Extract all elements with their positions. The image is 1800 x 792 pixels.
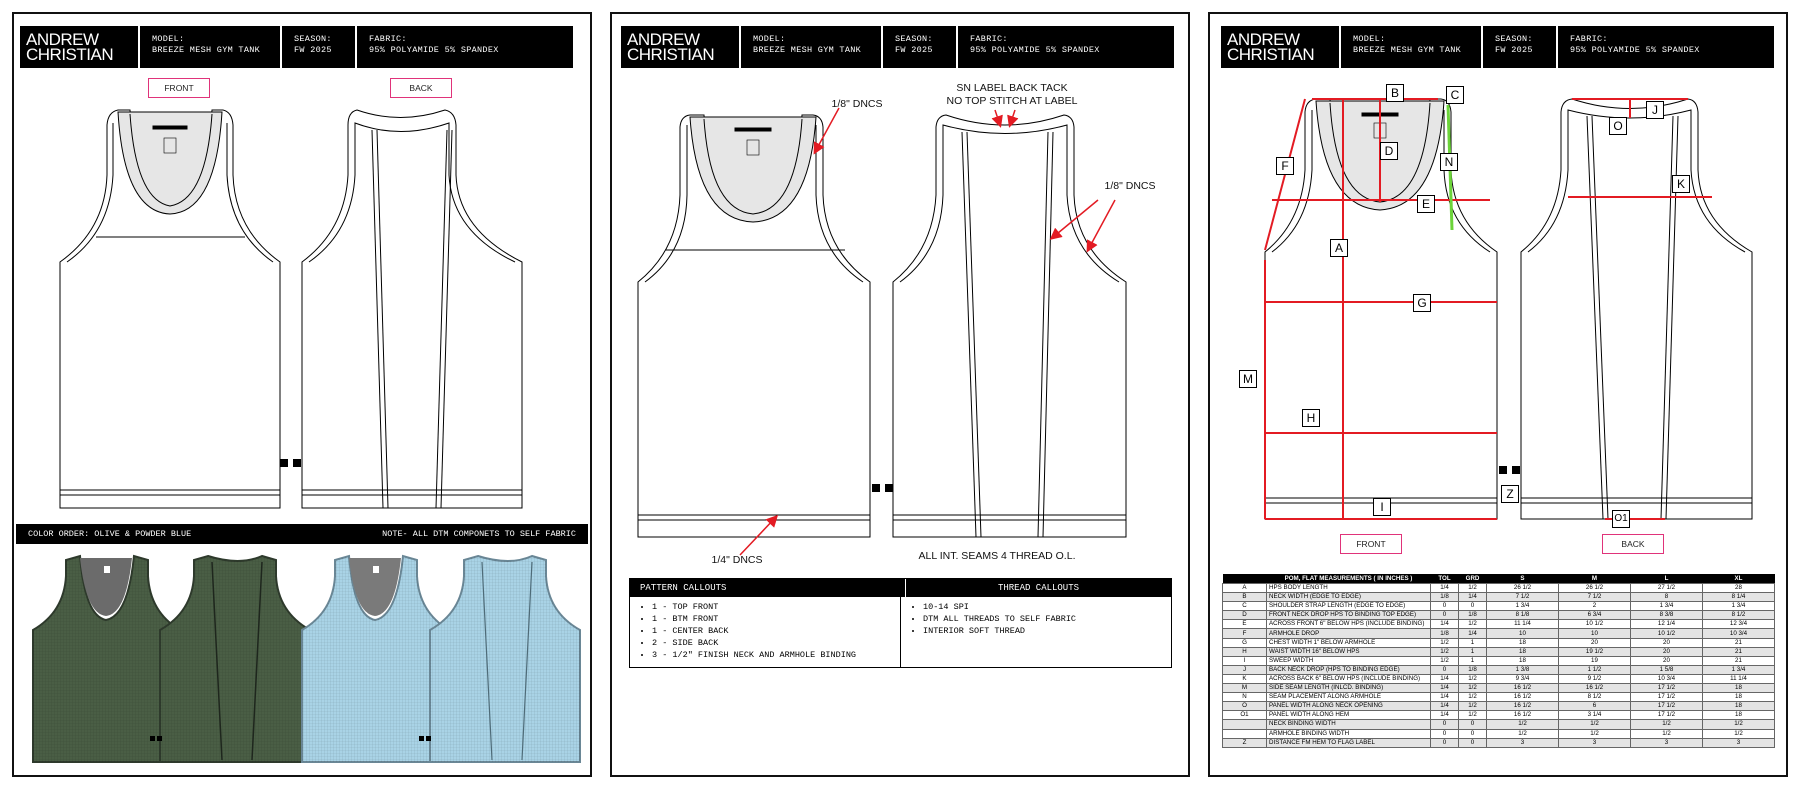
table-cell-description: SWEEP WIDTH: [1267, 656, 1431, 665]
table-cell: 3: [1487, 738, 1559, 747]
construction-front-sketch: [638, 115, 870, 537]
table-cell: 1/4: [1431, 584, 1459, 593]
table-cell-description: PANEL WIDTH ALONG HEM: [1267, 711, 1431, 720]
table-cell: 1: [1459, 638, 1487, 647]
table-cell: 1/2: [1459, 693, 1487, 702]
measure-label-O: O: [1609, 117, 1627, 135]
table-cell: 8 3/8: [1631, 611, 1703, 620]
table-cell: 6: [1559, 702, 1631, 711]
table-cell-description: DISTANCE FM HEM TO FLAG LABEL: [1267, 738, 1431, 747]
table-cell: 27 1/2: [1631, 584, 1703, 593]
fabric-cell: FABRIC: 95% POLYAMIDE 5% SPANDEX: [1570, 34, 1700, 55]
blue-back-colorway: [430, 556, 580, 762]
measure-label-E: E: [1417, 195, 1435, 213]
table-cell: 1 3/4: [1703, 665, 1775, 674]
table-cell: 16 1/2: [1487, 711, 1559, 720]
table-cell-description: BACK NECK DROP (HPS TO BINDING EDGE): [1267, 665, 1431, 674]
model-cell: MODEL: BREEZE MESH GYM TANK: [140, 26, 282, 68]
table-cell: 17 1/2: [1631, 702, 1703, 711]
table-cell: 8 1/8: [1487, 611, 1559, 620]
table-cell: 1/8: [1459, 611, 1487, 620]
brand-logo: ANDREW CHRISTIAN: [20, 26, 140, 68]
table-cell: B: [1223, 593, 1267, 602]
table-cell: 3: [1703, 738, 1775, 747]
table-cell: 1/2: [1459, 584, 1487, 593]
table-cell: 19 1/2: [1559, 647, 1631, 656]
table-cell: 8: [1631, 593, 1703, 602]
table-cell: 1/2: [1431, 647, 1459, 656]
table-cell: 12 1/4: [1631, 620, 1703, 629]
table-cell: 16 1/2: [1487, 702, 1559, 711]
table-cell: 0: [1459, 729, 1487, 738]
table-cell: O1: [1223, 711, 1267, 720]
table-cell: E: [1223, 620, 1267, 629]
dtm-note: NOTE- ALL DTM COMPONETS TO SELF FABRIC: [382, 529, 576, 539]
table-cell: 8 1/4: [1703, 593, 1775, 602]
table-cell: 1 3/4: [1631, 602, 1703, 611]
table-cell: N: [1223, 693, 1267, 702]
table-cell: 16 1/2: [1487, 693, 1559, 702]
table-cell: 1/2: [1703, 720, 1775, 729]
list-item: • INTERIOR SOFT THREAD: [923, 625, 1163, 637]
table-row: [1223, 693, 1775, 702]
table-cell: 0: [1431, 611, 1459, 620]
table-cell: Z: [1223, 738, 1267, 747]
table-cell: 1/2: [1559, 729, 1631, 738]
table-cell: 10 1/2: [1559, 620, 1631, 629]
table-row: [1223, 711, 1775, 720]
table-cell: 21: [1703, 638, 1775, 647]
table-cell-description: SHOULDER STRAP LENGTH (EDGE TO EDGE): [1267, 602, 1431, 611]
front-label: FRONT: [1340, 534, 1402, 554]
back-tank-sketch: [302, 110, 522, 508]
neck-dncs-callout: 1/8" DNCS: [831, 98, 883, 110]
table-row: [1223, 729, 1775, 738]
table-cell: 2: [1559, 602, 1631, 611]
table-row: [1223, 656, 1775, 665]
armhole-dncs-callout: 1/8" DNCS: [1104, 180, 1156, 192]
table-cell-description: NECK WIDTH (EDGE TO EDGE): [1267, 593, 1431, 602]
table-cell: 1/4: [1431, 620, 1459, 629]
table-row: [1223, 629, 1775, 638]
measurement-back-sketch: [1521, 99, 1752, 519]
table-cell: 12 3/4: [1703, 620, 1775, 629]
table-cell: 1/4: [1431, 684, 1459, 693]
table-cell: 1/2: [1487, 729, 1559, 738]
table-cell-description: CHEST WIDTH 1" BELOW ARMHOLE: [1267, 638, 1431, 647]
pattern-callouts-head: PATTERN CALLOUTS: [640, 583, 727, 593]
table-cell: 1 5/8: [1631, 665, 1703, 674]
measure-label-M: M: [1239, 370, 1257, 388]
table-cell: 1 3/4: [1487, 602, 1559, 611]
table-cell-description: NECK BINDING WIDTH: [1267, 720, 1431, 729]
table-cell: C: [1223, 602, 1267, 611]
table-cell: 3: [1631, 738, 1703, 747]
table-row: [1223, 702, 1775, 711]
color-order-text: COLOR ORDER: OLIVE & POWDER BLUE: [28, 529, 192, 539]
table-cell: 6 3/4: [1559, 611, 1631, 620]
table-cell: 18: [1703, 684, 1775, 693]
table-cell: 1/8: [1431, 629, 1459, 638]
list-item: • DTM ALL THREADS TO SELF FABRIC: [923, 613, 1163, 625]
table-cell-description: HPS BODY LENGTH: [1267, 584, 1431, 593]
measure-label-A: A: [1330, 239, 1348, 257]
table-row: [1223, 738, 1775, 747]
label-callout: SN LABEL BACK TACK NO TOP STITCH AT LABEL: [946, 82, 1078, 107]
blue-front-colorway: [302, 556, 449, 762]
pom-body: [1223, 584, 1775, 748]
table-cell: 1/4: [1459, 593, 1487, 602]
table-cell: 16 1/2: [1487, 684, 1559, 693]
table-cell: 21: [1703, 656, 1775, 665]
table-cell: 18: [1703, 711, 1775, 720]
table-row: [1223, 602, 1775, 611]
thread-callouts-head: THREAD CALLOUTS: [905, 579, 1171, 597]
seams-note: ALL INT. SEAMS 4 THREAD O.L.: [918, 550, 1076, 562]
table-cell: 0: [1431, 720, 1459, 729]
table-cell: 1/4: [1431, 711, 1459, 720]
table-row: [1223, 638, 1775, 647]
model-cell: MODEL: BREEZE MESH GYM TANK: [1341, 26, 1483, 68]
table-cell: 17 1/2: [1631, 693, 1703, 702]
table-row: [1223, 593, 1775, 602]
table-cell: 1/2: [1703, 729, 1775, 738]
table-cell: 3 1/4: [1559, 711, 1631, 720]
table-cell: 18: [1703, 693, 1775, 702]
table-cell: 1/2: [1559, 720, 1631, 729]
table-cell: 9 3/4: [1487, 674, 1559, 683]
list-item: • 1 - BTM FRONT: [652, 613, 892, 625]
table-cell: 1/4: [1459, 629, 1487, 638]
fabric-cell: FABRIC: 95% POLYAMIDE 5% SPANDEX: [970, 34, 1100, 55]
table-cell: K: [1223, 674, 1267, 683]
table-cell: 1/2: [1431, 638, 1459, 647]
table-row: [1223, 647, 1775, 656]
table-cell: 18: [1703, 702, 1775, 711]
table-cell: 10: [1559, 629, 1631, 638]
front-label: FRONT: [148, 78, 210, 98]
season-cell: SEASON: FW 2025: [883, 26, 958, 68]
table-cell: 17 1/2: [1631, 711, 1703, 720]
table-cell: 1/2: [1459, 711, 1487, 720]
table-cell: 1/2: [1431, 656, 1459, 665]
season-cell: SEASON: FW 2025: [282, 26, 357, 68]
table-cell: 0: [1431, 602, 1459, 611]
table-cell: [1223, 729, 1267, 738]
brand-logo: ANDREW CHRISTIAN: [1221, 26, 1341, 68]
table-cell: 1/2: [1631, 720, 1703, 729]
table-cell: O: [1223, 702, 1267, 711]
construction-back-sketch: [893, 115, 1126, 537]
table-cell: 1/2: [1459, 684, 1487, 693]
table-cell-description: SIDE SEAM LENGTH (INLCD. BINDING): [1267, 684, 1431, 693]
table-cell: 1 3/4: [1703, 602, 1775, 611]
table-cell: 9 1/2: [1559, 674, 1631, 683]
table-cell: 10 3/4: [1703, 629, 1775, 638]
table-cell: 0: [1459, 738, 1487, 747]
table-cell-description: SEAM PLACEMENT ALONG ARMHOLE: [1267, 693, 1431, 702]
measure-label-B: B: [1386, 84, 1404, 102]
pom-table: [1222, 574, 1775, 748]
table-cell: 1/8: [1459, 665, 1487, 674]
table-cell: 8 1/2: [1559, 693, 1631, 702]
table-cell: 1/2: [1631, 729, 1703, 738]
table-cell: G: [1223, 638, 1267, 647]
table-cell: 10: [1487, 629, 1559, 638]
table-cell: 0: [1431, 665, 1459, 674]
table-cell: 28: [1703, 584, 1775, 593]
table-cell: 1 3/8: [1487, 665, 1559, 674]
table-cell: [1223, 720, 1267, 729]
table-cell: 1/2: [1459, 674, 1487, 683]
measure-label-D: D: [1380, 142, 1398, 160]
table-cell: 17 1/2: [1631, 684, 1703, 693]
list-item: • 10-14 SPI: [923, 601, 1163, 613]
table-cell-description: PANEL WIDTH ALONG NECK OPENING: [1267, 702, 1431, 711]
brand-logo: ANDREW CHRISTIAN: [621, 26, 741, 68]
model-cell: MODEL: BREEZE MESH GYM TANK: [741, 26, 883, 68]
table-cell: 11 1/4: [1487, 620, 1559, 629]
table-cell: 1/2: [1459, 620, 1487, 629]
measure-label-Z: Z: [1501, 485, 1519, 503]
measure-label-G: G: [1413, 294, 1431, 312]
table-cell: H: [1223, 647, 1267, 656]
table-cell-description: ACROSS BACK 6" BELOW HPS (INCLUDE BINDING): [1267, 674, 1431, 683]
table-cell: 1/4: [1431, 693, 1459, 702]
table-row: [1223, 611, 1775, 620]
measure-label-N: N: [1440, 153, 1458, 171]
table-cell: 0: [1431, 729, 1459, 738]
table-cell: 3: [1559, 738, 1631, 747]
table-cell: 26 1/2: [1559, 584, 1631, 593]
table-cell: 1/2: [1459, 702, 1487, 711]
table-cell: 1/4: [1431, 702, 1459, 711]
table-cell: 1 1/2: [1559, 665, 1631, 674]
table-cell: 10 1/2: [1631, 629, 1703, 638]
table-cell: M: [1223, 684, 1267, 693]
table-cell: I: [1223, 656, 1267, 665]
table-cell: 19: [1559, 656, 1631, 665]
table-cell: 1/2: [1487, 720, 1559, 729]
table-cell: 1/8: [1431, 593, 1459, 602]
table-row: [1223, 620, 1775, 629]
table-row: [1223, 684, 1775, 693]
table-cell-description: ACROSS FRONT 6" BELOW HPS (INCLUDE BINDING): [1267, 620, 1431, 629]
table-cell: 1: [1459, 647, 1487, 656]
table-cell: 1: [1459, 656, 1487, 665]
table-cell: 21: [1703, 647, 1775, 656]
table-cell: J: [1223, 665, 1267, 674]
table-row: [1223, 720, 1775, 729]
back-label: BACK: [1602, 534, 1664, 554]
measure-label-H: H: [1302, 409, 1320, 427]
table-cell: 1/4: [1431, 674, 1459, 683]
hem-dncs-callout: 1/4" DNCS: [711, 554, 763, 566]
list-item: • 1 - TOP FRONT: [652, 601, 892, 613]
list-item: • 2 - SIDE BACK: [652, 637, 892, 649]
table-cell: 0: [1459, 602, 1487, 611]
measure-label-O1: O1: [1612, 510, 1630, 528]
table-row: [1223, 584, 1775, 593]
fabric-cell: FABRIC: 95% POLYAMIDE 5% SPANDEX: [369, 34, 499, 55]
table-cell: D: [1223, 611, 1267, 620]
table-cell: A: [1223, 584, 1267, 593]
table-cell-description: ARMHOLE DROP: [1267, 629, 1431, 638]
list-item: • 1 - CENTER BACK: [652, 625, 892, 637]
table-cell: 0: [1431, 738, 1459, 747]
back-label: BACK: [390, 78, 452, 98]
measure-label-J: J: [1646, 101, 1664, 119]
table-cell: 8 1/2: [1703, 611, 1775, 620]
table-cell: 7 1/2: [1559, 593, 1631, 602]
table-cell: 16 1/2: [1559, 684, 1631, 693]
list-item: • 3 - 1/2" FINISH NECK AND ARMHOLE BINDING: [652, 649, 892, 661]
table-cell: 20: [1631, 638, 1703, 647]
table-cell: 10 3/4: [1631, 674, 1703, 683]
table-cell-description: FRONT NECK DROP HPS TO BINDING TOP EDGE): [1267, 611, 1431, 620]
table-cell: 20: [1559, 638, 1631, 647]
measure-label-F: F: [1276, 157, 1294, 175]
table-header: POM, FLAT MEASUREMENTS ( IN INCHES ) TOL GRD S M L XL: [1223, 574, 1775, 584]
table-cell-description: WAIST WIDTH 16" BELOW HPS: [1267, 647, 1431, 656]
front-tank-sketch: [60, 110, 280, 508]
table-cell: 18: [1487, 656, 1559, 665]
table-cell-description: ARMHOLE BINDING WIDTH: [1267, 729, 1431, 738]
table-cell: F: [1223, 629, 1267, 638]
table-cell: 11 1/4: [1703, 674, 1775, 683]
measure-label-K: K: [1672, 175, 1690, 193]
table-cell: 0: [1459, 720, 1487, 729]
table-row: [1223, 665, 1775, 674]
table-row: [1223, 674, 1775, 683]
season-cell: SEASON: FW 2025: [1483, 26, 1558, 68]
table-cell: 18: [1487, 647, 1559, 656]
olive-back-colorway: [160, 556, 310, 762]
olive-front-colorway: [33, 556, 180, 762]
table-cell: 20: [1631, 647, 1703, 656]
table-cell: 7 1/2: [1487, 593, 1559, 602]
table-cell: 20: [1631, 656, 1703, 665]
table-cell: 18: [1487, 638, 1559, 647]
measure-label-C: C: [1446, 86, 1464, 104]
measure-label-I: I: [1373, 498, 1391, 516]
table-cell: 26 1/2: [1487, 584, 1559, 593]
